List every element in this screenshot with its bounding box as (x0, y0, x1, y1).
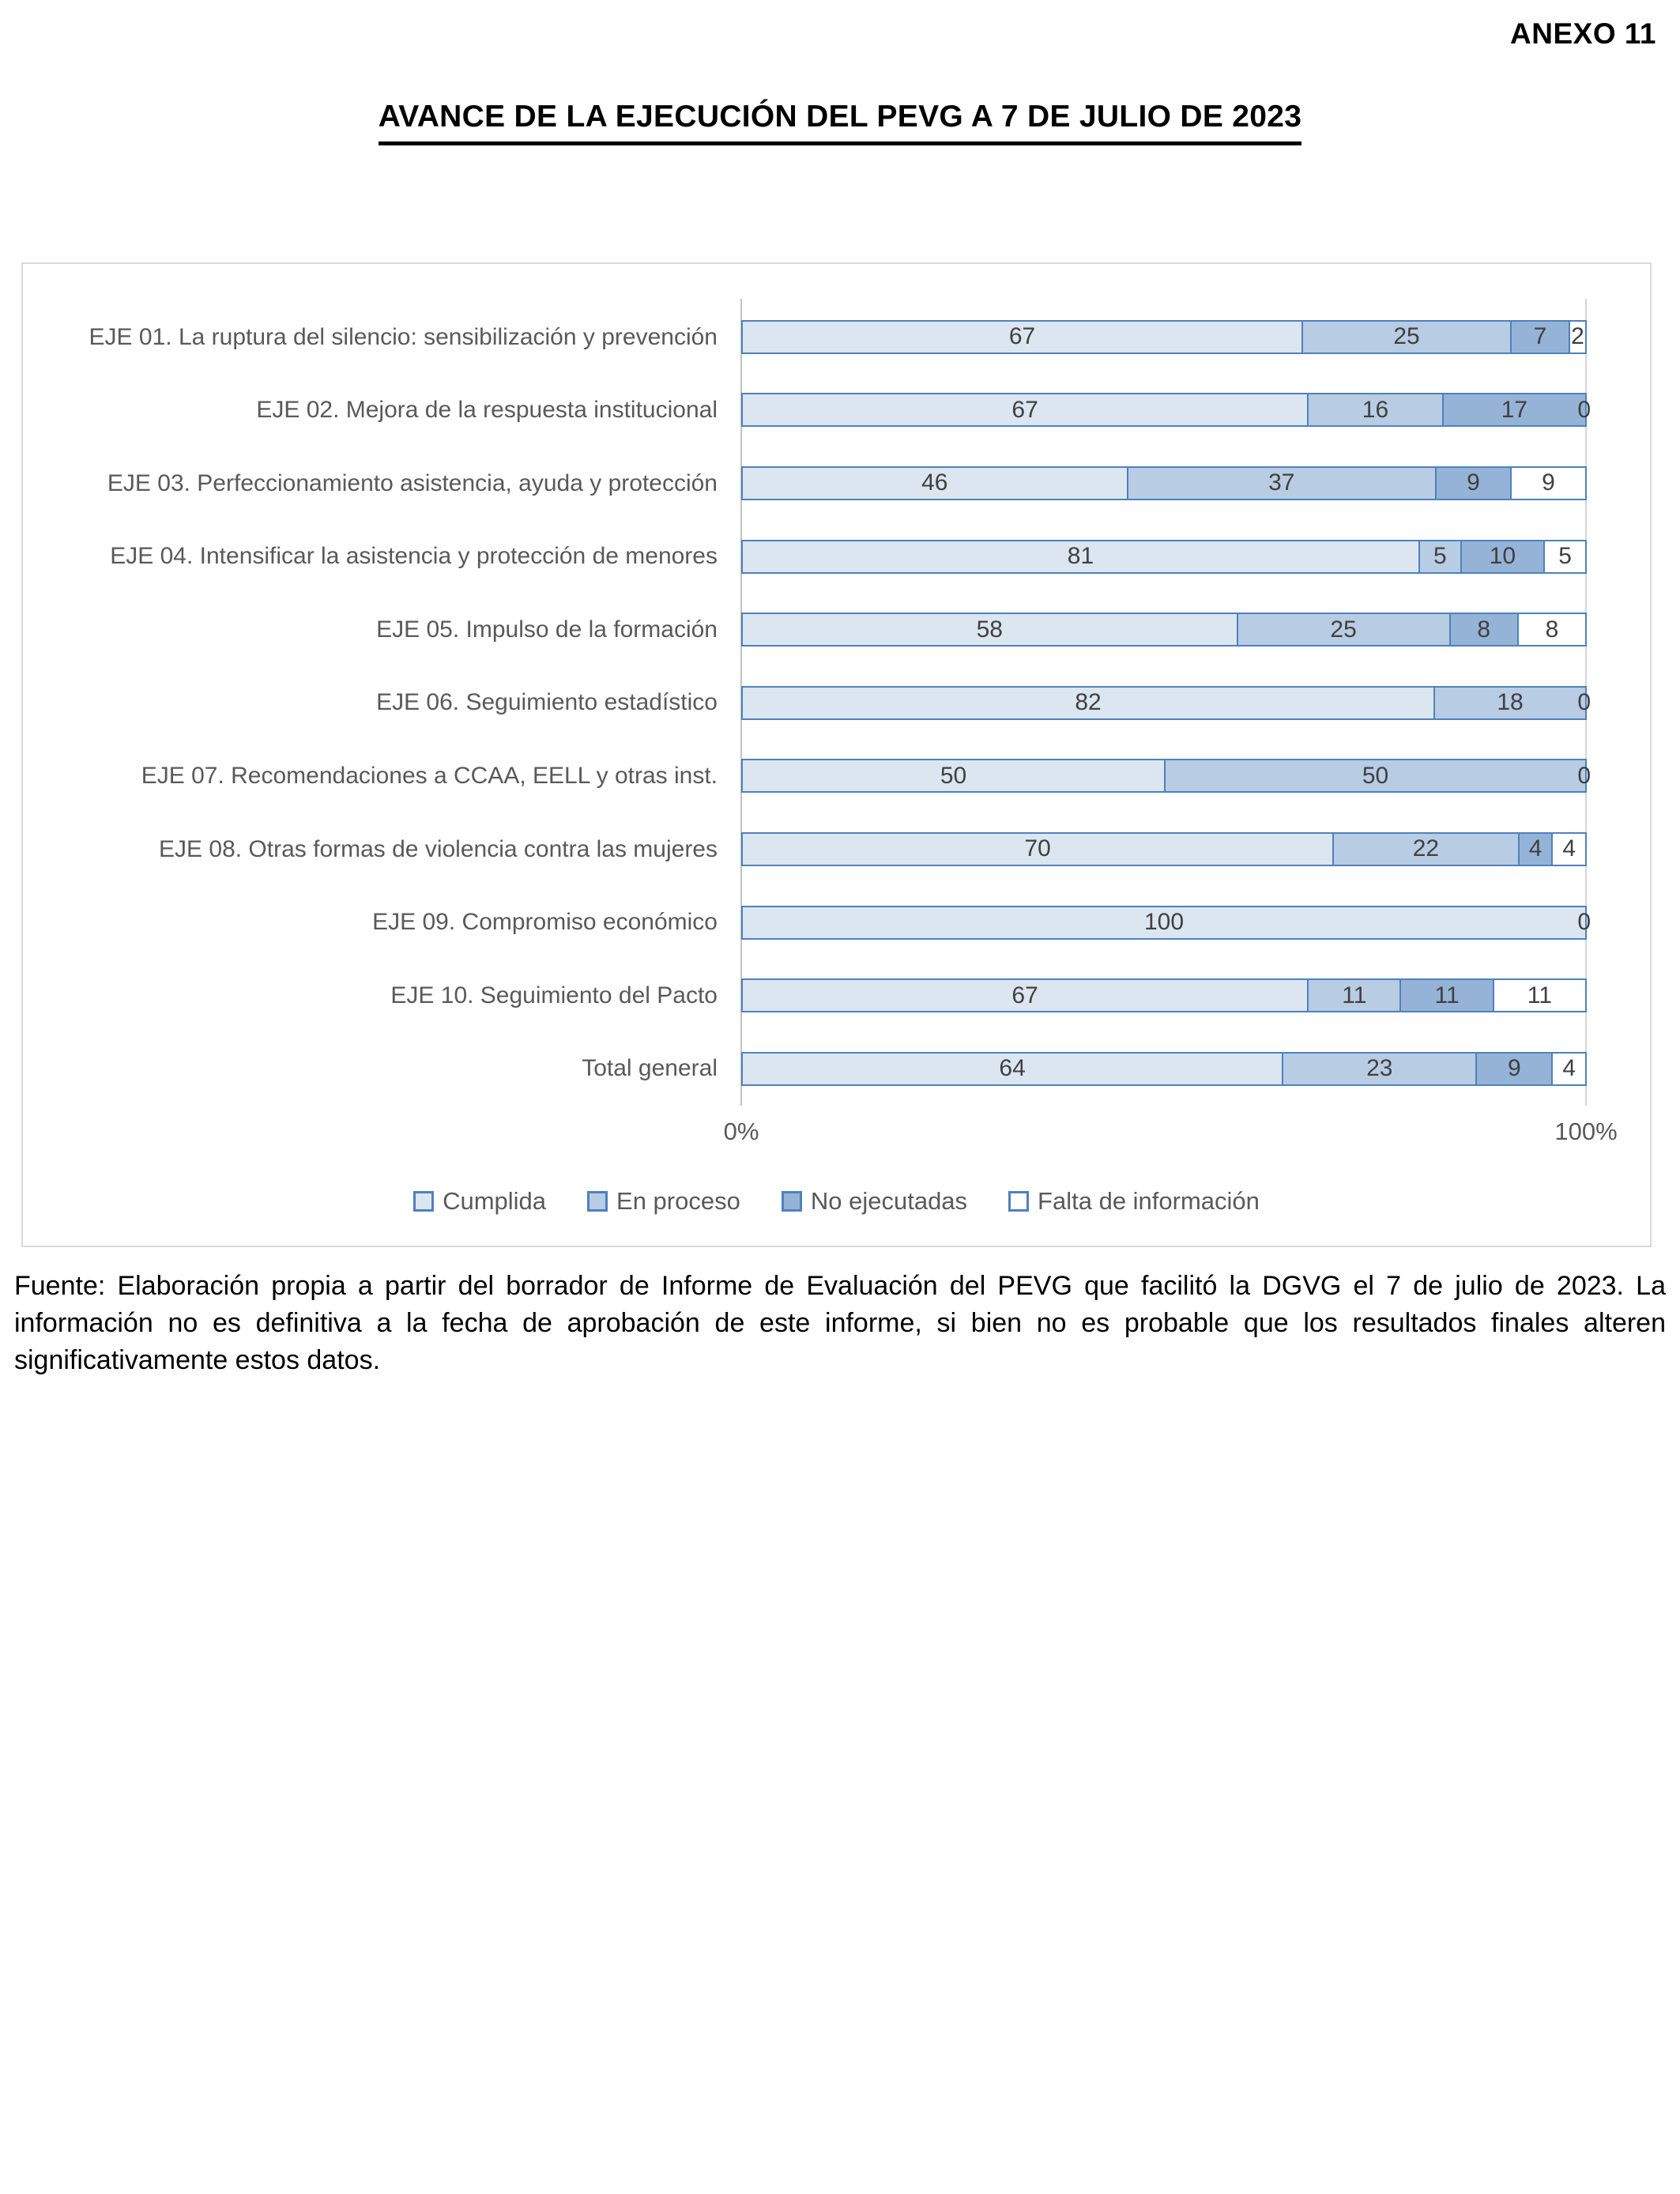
segment-no-ejecutadas (1510, 322, 1569, 352)
stacked-bar (741, 759, 1591, 793)
chart-row (23, 740, 1650, 813)
legend-swatch-no-ejecutadas (782, 1191, 802, 1212)
segment-value: 5 (1433, 543, 1447, 570)
segment-cumplida (743, 760, 1164, 791)
segment-value: 4 (1562, 1055, 1576, 1082)
legend-item-falta-de-informacion (1008, 1187, 1260, 1216)
segment-value-zero: 0 (1577, 396, 1591, 423)
chart-row (23, 447, 1650, 520)
stacked-bar (741, 1052, 1587, 1086)
segment-en-proceso (1307, 980, 1399, 1011)
chart-row (23, 593, 1650, 666)
segment-value: 11 (1434, 982, 1460, 1008)
segment-no-ejecutadas (1435, 468, 1510, 499)
category-label: EJE 09. Compromiso económico (372, 909, 718, 936)
segment-en-proceso (1301, 322, 1510, 352)
segment-falta-de-informacion (1493, 980, 1585, 1011)
category-label: EJE 04. Intensificar la asistencia y protección de menores (110, 543, 718, 570)
segment-falta-de-informacion (1569, 322, 1585, 352)
segment-en-proceso (1332, 834, 1518, 865)
segment-falta-de-informacion (1551, 834, 1585, 865)
segment-value: 16 (1362, 396, 1389, 423)
segment-value: 17 (1501, 396, 1528, 423)
segment-value: 81 (1067, 543, 1094, 570)
segment-value: 4 (1562, 835, 1576, 862)
segment-cumplida (743, 980, 1307, 1011)
legend-label: En proceso (616, 1187, 740, 1215)
segment-no-ejecutadas (1449, 614, 1517, 645)
segment-value: 9 (1467, 469, 1480, 496)
legend-label: No ejecutadas (810, 1187, 968, 1215)
stacked-bar (741, 832, 1587, 866)
segment-no-ejecutadas (1399, 980, 1492, 1011)
legend-label: Cumplida (443, 1187, 547, 1215)
chart-frame (21, 262, 1652, 1247)
segment-value: 10 (1489, 543, 1516, 570)
segment-en-proceso (1282, 1054, 1475, 1084)
chart-row (23, 374, 1650, 447)
segment-value: 67 (1011, 982, 1038, 1008)
x-axis-tick-0: 0% (723, 1118, 759, 1145)
segment-value: 11 (1342, 982, 1367, 1008)
stacked-bar (741, 466, 1587, 500)
segment-value: 64 (999, 1055, 1026, 1082)
segment-cumplida (743, 1054, 1282, 1084)
legend-label: Falta de información (1038, 1187, 1260, 1215)
segment-en-proceso (1164, 760, 1585, 791)
category-label: EJE 07. Recomendaciones a CCAA, EELL y otras inst. (141, 763, 718, 790)
chart-row (23, 959, 1650, 1032)
segment-value: 37 (1268, 469, 1295, 496)
x-axis-tick-100: 100% (1554, 1118, 1618, 1145)
segment-cumplida (743, 394, 1307, 425)
segment-value: 11 (1527, 982, 1552, 1008)
chart-row (23, 886, 1650, 959)
segment-value: 50 (940, 762, 967, 789)
segment-no-ejecutadas (1460, 541, 1544, 572)
segment-en-proceso (1433, 688, 1585, 718)
page-title: AVANCE DE LA EJECUCIÓN DEL PEVG A 7 DE JULIO DE 2023 (379, 100, 1302, 145)
segment-cumplida (743, 614, 1237, 645)
stacked-bar (741, 540, 1587, 574)
segment-value: 67 (1008, 323, 1036, 350)
chart-row (23, 300, 1650, 374)
category-label: EJE 06. Seguimiento estadístico (376, 689, 718, 716)
category-label: EJE 05. Impulso de la formación (376, 616, 718, 643)
legend-item-no-ejecutadas (782, 1187, 967, 1216)
segment-no-ejecutadas (1442, 394, 1585, 425)
legend-swatch-cumplida (413, 1191, 434, 1212)
legend-swatch-falta-de-informacion (1008, 1191, 1029, 1212)
stacked-bar (741, 906, 1591, 940)
segment-en-proceso (1418, 541, 1460, 572)
segment-cumplida (743, 688, 1433, 718)
segment-value: 25 (1330, 616, 1357, 643)
stacked-bar (741, 978, 1587, 1012)
category-label: EJE 01. La ruptura del silencio: sensibilización y prevención (89, 323, 718, 350)
segment-value: 18 (1497, 689, 1524, 716)
segment-value: 70 (1024, 835, 1051, 862)
segment-falta-de-informacion (1510, 468, 1585, 499)
category-label: EJE 10. Seguimiento del Pacto (390, 982, 718, 1008)
segment-value: 22 (1412, 835, 1440, 862)
segment-value: 25 (1393, 323, 1420, 350)
segment-en-proceso (1237, 614, 1449, 645)
segment-falta-de-informacion (1543, 541, 1585, 572)
segment-cumplida (743, 541, 1418, 572)
segment-cumplida (743, 468, 1127, 499)
segment-falta-de-informacion (1517, 614, 1585, 645)
segment-cumplida (743, 834, 1332, 865)
chart-row (23, 520, 1650, 594)
segment-cumplida (743, 907, 1585, 938)
legend-item-cumplida (413, 1187, 546, 1216)
segment-value: 9 (1508, 1055, 1521, 1082)
segment-value: 50 (1362, 762, 1389, 789)
annex-label: ANEXO 11 (1510, 17, 1656, 50)
title-row (0, 100, 1680, 145)
segment-falta-de-informacion (1551, 1054, 1585, 1084)
segment-value-zero: 0 (1577, 689, 1591, 716)
segment-value: 23 (1366, 1055, 1393, 1082)
legend-swatch-en-proceso (587, 1191, 608, 1212)
chart-legend (23, 1187, 1650, 1216)
segment-value: 100 (1143, 909, 1185, 936)
category-label: Total general (582, 1055, 718, 1082)
category-label: EJE 03. Perfeccionamiento asistencia, ayuda y protección (107, 469, 718, 496)
stacked-bar (741, 320, 1587, 354)
segment-en-proceso (1127, 468, 1436, 499)
segment-en-proceso (1307, 394, 1442, 425)
segment-value: 46 (921, 469, 948, 496)
source-note: Fuente: Elaboración propia a partir del borrador de Informe de Evaluación del PEVG que facilitó la DGVG el 7 de julio de 2023. La información no es definitiva a la fecha de aprobación de este informe, si bien no es probable que los resultados finales alteren significativamente estos datos. (14, 1271, 1666, 1375)
segment-value: 2 (1571, 323, 1584, 350)
category-label: EJE 08. Otras formas de violencia contra las mujeres (159, 835, 718, 862)
chart-row (23, 812, 1650, 886)
chart-row (23, 666, 1650, 740)
segment-cumplida (743, 322, 1301, 352)
segment-value-zero: 0 (1577, 909, 1591, 936)
segment-value: 8 (1545, 616, 1559, 643)
segment-value: 8 (1477, 616, 1491, 643)
stacked-bar (741, 686, 1591, 720)
stacked-bar (741, 393, 1591, 427)
segment-value: 67 (1011, 396, 1038, 423)
stacked-bar (741, 613, 1587, 647)
segment-value-zero: 0 (1577, 762, 1591, 789)
segment-value: 5 (1558, 543, 1572, 570)
category-label: EJE 02. Mejora de la respuesta institucional (256, 397, 718, 424)
segment-no-ejecutadas (1518, 834, 1552, 865)
legend-item-en-proceso (587, 1187, 740, 1216)
segment-no-ejecutadas (1475, 1054, 1551, 1084)
segment-value: 7 (1533, 323, 1547, 350)
segment-value: 9 (1542, 469, 1555, 496)
bar-chart-rows (23, 300, 1650, 1106)
segment-value: 58 (976, 616, 1003, 643)
chart-row (23, 1032, 1650, 1106)
segment-value: 82 (1075, 689, 1102, 716)
segment-value: 4 (1528, 835, 1543, 862)
